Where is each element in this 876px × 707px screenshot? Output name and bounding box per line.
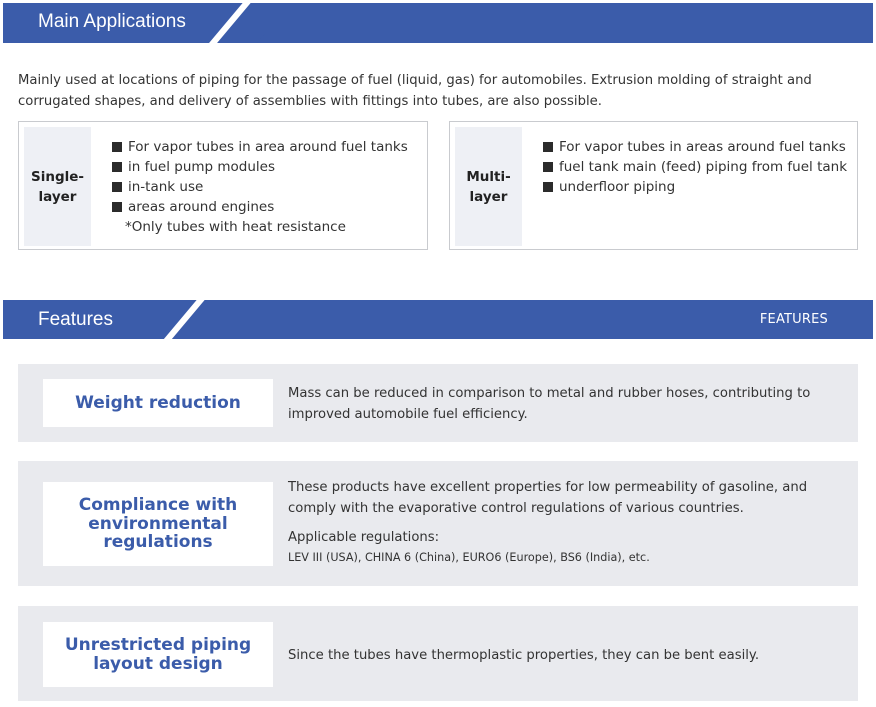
features-header [3,300,873,339]
header-bar-fill [265,3,873,43]
feature-description: Since the tubes have thermoplastic properties, they can be bent easily. [288,648,760,663]
feature-title [65,636,251,673]
label-line: layer [38,188,77,205]
multi-layer-box [449,121,858,250]
list-item: in fuel pump modules [112,157,408,177]
title-line: layout design [93,653,223,674]
label-line: Single- [30,168,84,185]
compliance-text: These products have excellent properties for low permeability of gasoline, and comply with the evaporative control regulations of various countries. [288,480,808,516]
title-line: Unrestricted piping [64,635,252,655]
feature-compliance [18,461,858,586]
list-item: underfloor piping [543,177,847,197]
multi-layer-list [543,137,847,197]
title-line: regulations [103,532,213,553]
feature-title [79,496,238,552]
feature-title-card [43,482,273,566]
feature-title-card [43,379,273,427]
feature-description: Mass can be reduced in comparison to metal and rubber hoses, contributing to improved automobile fuel efficiency. [288,386,811,422]
multi-layer-label [455,127,522,246]
feature-piping-layout [18,606,858,701]
label-line: Multi- [466,168,511,185]
single-layer-box [18,121,428,250]
list-item: For vapor tubes in area around fuel tanks [112,137,408,157]
list-item: For vapor tubes in areas around fuel tanks [543,137,847,157]
list-item: areas around engines [112,197,408,217]
regulations-label: Applicable regulations: [288,530,440,545]
feature-title-card [43,622,273,687]
heat-resistance-note: *Only tubes with heat resistance [125,219,346,235]
regulations-list: LEV III (USA), CHINA 6 (China), EURO6 (Europe), BS6 (India), etc. [288,551,650,564]
single-layer-list [112,137,408,217]
applications-intro: Mainly used at locations of piping for the passage of fuel (liquid, gas) for automobiles. Extrusion molding of straight and corrugated shapes, and delivery of assemblies with fittings into tubes, are also possible. [18,73,812,109]
feature-weight-reduction [18,364,858,442]
label-line: layer [469,188,508,205]
main-applications-header [3,3,873,43]
title-line: environmental [88,513,228,534]
feature-description [288,477,833,568]
section-title: Main Applications [38,11,186,32]
section-title: Features [38,309,113,330]
single-layer-label [24,127,91,246]
title-line: Compliance with [78,495,238,516]
feature-title: Weight reduction [75,392,241,413]
list-item: in-tank use [112,177,408,197]
list-item: fuel tank main (feed) piping from fuel tank [543,157,847,177]
section-subtitle: FEATURES [759,312,828,327]
